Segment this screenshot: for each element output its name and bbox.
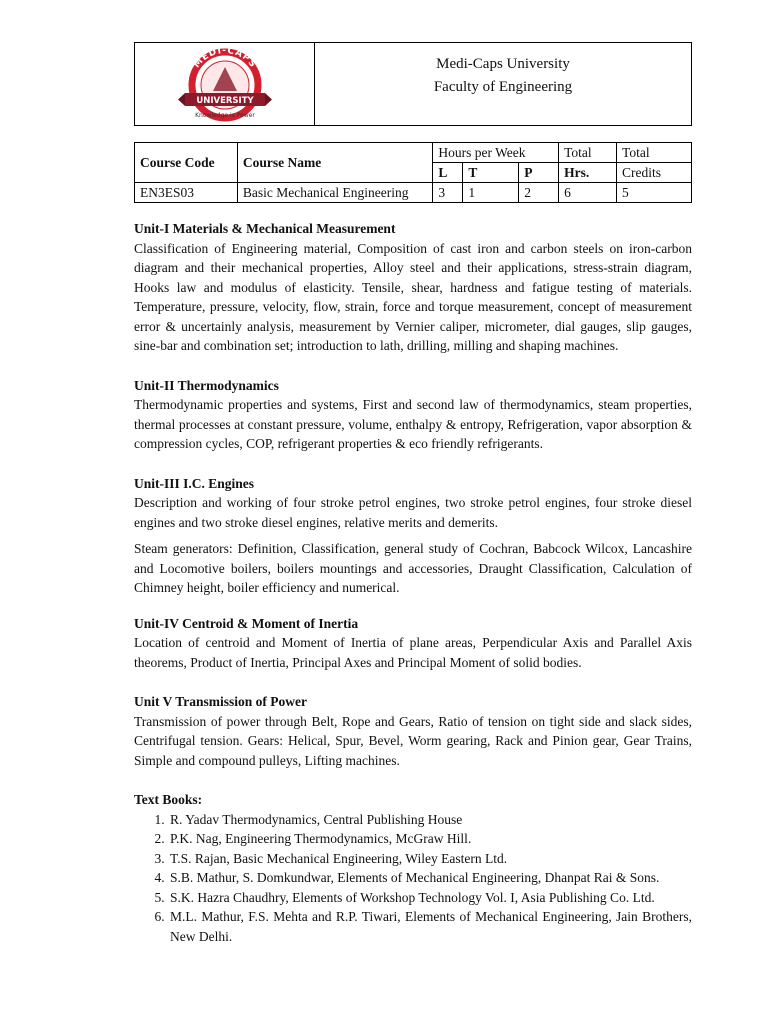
cell-L: 3 — [433, 183, 463, 203]
header-L: L — [433, 163, 463, 183]
header-T: T — [463, 163, 519, 183]
header-hours-per-week: Hours per Week — [433, 143, 559, 163]
list-item: 3. T.S. Rajan, Basic Mechanical Engineering, Wiley Eastern Ltd. — [168, 849, 692, 869]
unit-1 — [134, 219, 692, 356]
unit-3-paragraph-1: Description and working of four stroke petrol engines, two stroke petrol engines, four stroke diesel engines and two stroke diesel engines, relative merits and demerits. — [134, 495, 692, 530]
text-books-list — [134, 810, 692, 947]
unit-4-paragraph: Location of centroid and Moment of Inertia of plane areas, Perpendicular Axis and Parallel Axis theorems, Product of Inertia, Principal Axes and Principal Moment of solid bodies. — [134, 635, 692, 670]
unit-1-paragraph: Classification of Engineering material, Composition of cast iron and carbon steels on iron-carbon diagram and their mechanical properties, Alloy steel and their applications, stress-strain diagram, Hooks law and modulus of elasticity. Tensile, shear, hardness and fatigue testing of materials. Temperature, pressure, velocity, flow, strain, force and torque measurement, concept of measurement error & uncertainly analysis, measurement by Vernier caliper, micrometer, dial gauges, slip gauges, sine-bar and combination set; introduction to lath, drilling, milling and shaping machines. — [134, 240, 692, 353]
unit-5-title: Unit V Transmission of Power — [134, 694, 308, 709]
list-item: 4. S.B. Mathur, S. Domkundwar, Elements of Mechanical Engineering, Dhanpat Rai & Sons. — [168, 868, 692, 888]
unit-2 — [134, 376, 692, 454]
list-item: 2. P.K. Nag, Engineering Thermodynamics, McGraw Hill. — [168, 829, 692, 849]
table-row — [135, 183, 692, 203]
header-total-credits-top: Total — [617, 143, 692, 163]
syllabus-page — [134, 42, 692, 946]
unit-4-title: Unit-IV Centroid & Moment of Inertia — [134, 615, 359, 631]
header-course-name: Course Name — [237, 143, 433, 183]
cell-T: 1 — [463, 183, 519, 203]
unit-3-title: Unit-III I.C. Engines — [134, 475, 255, 491]
list-item: 1. R. Yadav Thermodynamics, Central Publishing House — [168, 810, 692, 830]
unit-1-title: Unit-I Materials & Mechanical Measurement — [134, 221, 396, 236]
header-total-hrs-bottom: Hrs. — [559, 163, 617, 183]
unit-3 — [134, 474, 692, 598]
cell-course-name: Basic Mechanical Engineering — [237, 183, 433, 203]
course-table — [134, 142, 692, 203]
header-P: P — [519, 163, 559, 183]
header-title-cell — [315, 43, 691, 125]
list-item: 5. S.K. Hazra Chaudhry, Elements of Workshop Technology Vol. I, Asia Publishing Co. Ltd. — [168, 888, 692, 908]
unit-3-paragraph-2: Steam generators: Definition, Classification, general study of Cochran, Babcock Wilcox, Lancashire and Locomotive boilers, boilers mountings and accessories, Draught Classification, Calculation of Chimney height, boiler efficiency and numerical. — [134, 541, 692, 595]
text-books — [134, 790, 692, 946]
text-books-title: Text Books: — [134, 792, 203, 807]
logo-ribbon-text: UNIVERSITY — [195, 96, 254, 106]
header-total-credits-bottom: Credits — [617, 163, 692, 183]
logo-ring-text: MEDI-CAPS — [191, 45, 258, 71]
logo-cell — [135, 43, 315, 125]
header-total-hrs-top: Total — [559, 143, 617, 163]
unit-2-paragraph: Thermodynamic properties and systems, First and second law of thermodynamics, steam properties, thermal processes at constant pressure, volume, enthalpy & entropy, Refrigeration, vapor absorption & compression cycles, COP, refrigerant properties & eco friendly refrigerants. — [134, 397, 692, 451]
university-logo — [175, 45, 275, 123]
list-item: 6. M.L. Mathur, F.S. Mehta and R.P. Tiwari, Elements of Mechanical Engineering, Jain Brothers, New Delhi. — [168, 907, 692, 946]
unit-5 — [134, 692, 692, 770]
unit-2-title: Unit-II Thermodynamics — [134, 377, 279, 393]
header-box — [134, 42, 692, 126]
unit-5-paragraph: Transmission of power through Belt, Rope and Gears, Ratio of tension on tight side and slack sides, Centrifugal tension. Gears: Helical, Spur, Bevel, Worm gearing, Rack and Pinion gear, Gear Trains, Simple and compound pulleys, Lifting machines. — [134, 713, 692, 768]
university-name: Medi-Caps University — [436, 56, 570, 72]
cell-course-code: EN3ES03 — [135, 183, 238, 203]
cell-P: 2 — [519, 183, 559, 203]
cell-credits: 5 — [617, 183, 692, 203]
logo-tagline: Knowledge is Power — [194, 112, 255, 119]
cell-hrs: 6 — [559, 183, 617, 203]
header-course-code: Course Code — [135, 143, 238, 183]
unit-4 — [134, 614, 692, 673]
faculty-name: Faculty of Engineering — [433, 79, 573, 95]
